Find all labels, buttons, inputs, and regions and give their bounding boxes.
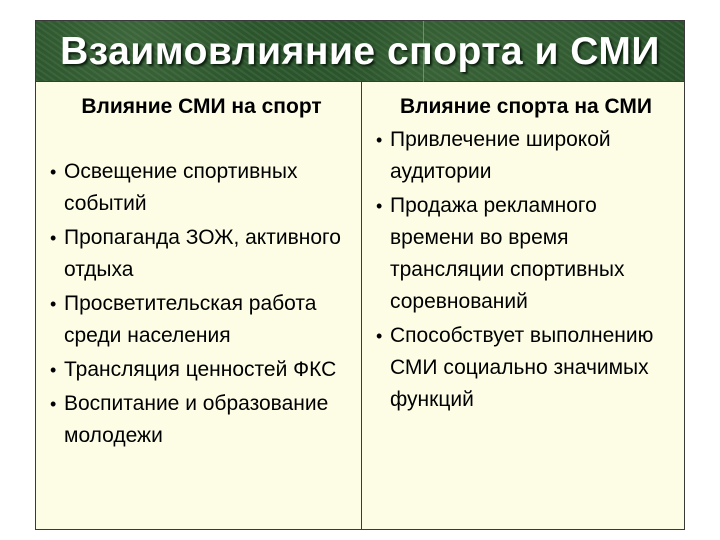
list-item (376, 190, 676, 318)
list-item (50, 354, 353, 386)
bullet-icon: • (50, 360, 57, 380)
title-bar (36, 21, 684, 82)
bullet-icon: • (50, 228, 57, 248)
list-item-text: Трансляция ценностей ФКС (64, 358, 337, 381)
list-item (50, 156, 353, 220)
content-table (35, 20, 685, 530)
right-column (362, 82, 684, 418)
left-column (36, 82, 361, 454)
list-item (376, 124, 676, 188)
bullet-icon: • (376, 130, 383, 150)
right-column-header: Влияние спорта на СМИ (400, 95, 652, 118)
list-item-text: Воспитание и образование молодежи (64, 392, 329, 447)
bullet-icon: • (376, 326, 383, 346)
list-item-text: Просветительская работа среди населения (64, 292, 317, 347)
slide-title: Взаимовлияние спорта и СМИ (60, 30, 660, 73)
list-item-text: Привлечение широкой аудитории (390, 128, 611, 183)
bullet-icon: • (376, 196, 383, 216)
list-item (50, 388, 353, 452)
list-item-text: Освещение спортивных событий (64, 160, 298, 215)
list-item (376, 320, 676, 416)
list-item (50, 288, 353, 352)
list-item-text: Пропаганда ЗОЖ, активного отдыха (64, 226, 341, 281)
list-item-text: Продажа рекламного времени во время трансляции спортивных соревнований (390, 194, 625, 313)
list-item-text: Способствует выполнению СМИ социально значимых функций (390, 324, 654, 411)
right-bullet-list (376, 124, 676, 416)
list-item (50, 222, 353, 286)
bullet-icon: • (50, 394, 57, 414)
bullet-icon: • (50, 162, 57, 182)
left-column-header: Влияние СМИ на спорт (81, 95, 322, 118)
left-bullet-list (50, 156, 353, 452)
bullet-icon: • (50, 294, 57, 314)
